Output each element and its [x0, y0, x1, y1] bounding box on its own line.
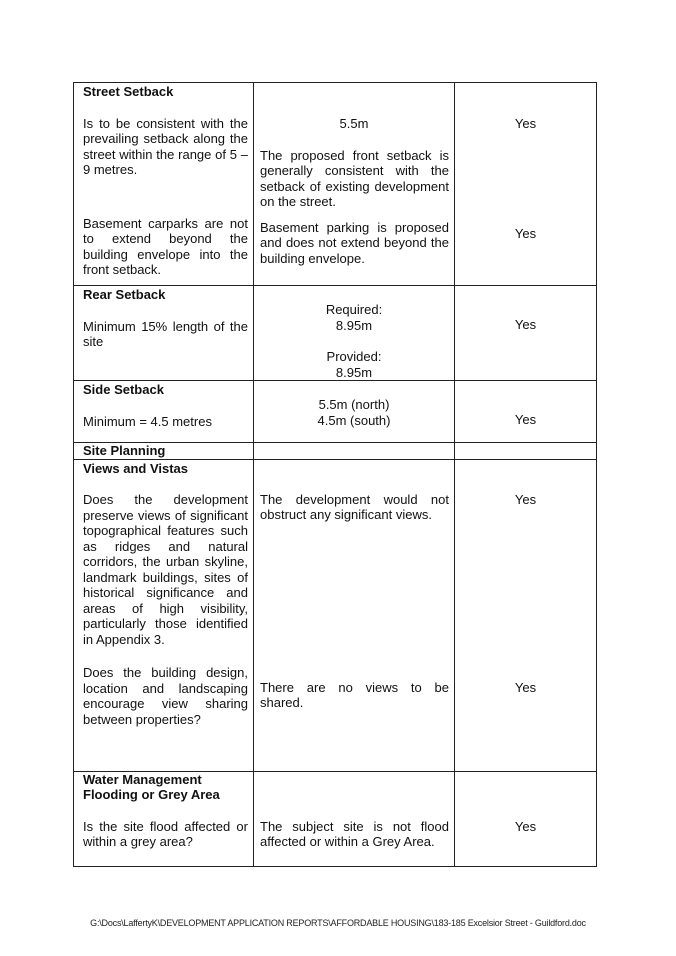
water-management-heading: Water Management [83, 771, 202, 787]
views-vistas-control-1: Does the development preserve views of significant topographical features such as ridges and natural corridors, the urban skyline, landmark buildings, sites of historical significance and areas of high visibility, particularly those identified in Appendix 3. [83, 492, 248, 647]
rear-setback-complies: Yes [514, 317, 537, 332]
side-setback-section [74, 381, 597, 443]
rear-setback-control: Minimum 15% length of the site [83, 318, 248, 349]
street-setback-complies-1: Yes [514, 116, 537, 131]
street-setback-section [74, 83, 597, 286]
street-setback-heading: Street Setback [83, 84, 174, 99]
rear-setback-section [74, 286, 597, 381]
views-vistas-heading: Views and Vistas [83, 460, 189, 476]
flooding-heading: Flooding or Grey Area [83, 787, 220, 802]
side-setback-control: Minimum = 4.5 metres [83, 413, 212, 429]
rear-provided-label: Provided: [326, 349, 382, 364]
side-setback-heading: Side Setback [83, 382, 164, 397]
rear-required-label: Required: [325, 302, 383, 317]
side-setback-complies: Yes [514, 412, 537, 427]
views-vistas-proposal-1: The development would not obstruct any significant views. [260, 491, 449, 522]
site-planning-heading: Site Planning [83, 443, 166, 458]
views-vistas-complies-1: Yes [514, 491, 537, 507]
compliance-table [73, 82, 597, 867]
rear-setback-heading: Rear Setback [83, 287, 166, 302]
footer-file-path: G:\Docs\LaffertyK\DEVELOPMENT APPLICATION REPORTS\AFFORDABLE HOUSING\183-185 Excelsior Street - Guildford.doc [90, 918, 586, 928]
side-setback-south: 4.5m (south) [317, 412, 391, 428]
street-setback-proposal-1: The proposed front setback is generally consistent with the setback of existing development on the street. [260, 147, 449, 209]
side-setback-north: 5.5m (north) [318, 397, 390, 412]
street-setback-value: 5.5m [339, 116, 369, 131]
street-setback-control-2: Basement carparks are not to extend beyond the building envelope into the front setback. [83, 215, 248, 277]
flood-complies: Yes [514, 818, 537, 834]
flood-control: Is the site flood affected or within a grey area? [83, 818, 248, 849]
water-management-section [74, 771, 597, 866]
views-vistas-control-2: Does the building design, location and landscaping encourage view sharing between properties? [83, 665, 248, 727]
rear-required-value: 8.95m [335, 317, 373, 333]
views-vistas-section [74, 459, 597, 771]
views-vistas-proposal-2: There are no views to be shared. [260, 679, 449, 710]
street-setback-proposal-2: Basement parking is proposed and does not extend beyond the building envelope. [260, 219, 449, 266]
street-setback-complies-2: Yes [514, 225, 537, 241]
flood-proposal: The subject site is not flood affected or within a Grey Area. [260, 818, 449, 849]
site-planning-section [74, 443, 597, 460]
views-vistas-complies-2: Yes [514, 679, 537, 695]
rear-provided-value: 8.95m [335, 364, 373, 380]
street-setback-control-1: Is to be consistent with the prevailing setback along the street within the range of 5 – 9 metres. [83, 115, 248, 177]
